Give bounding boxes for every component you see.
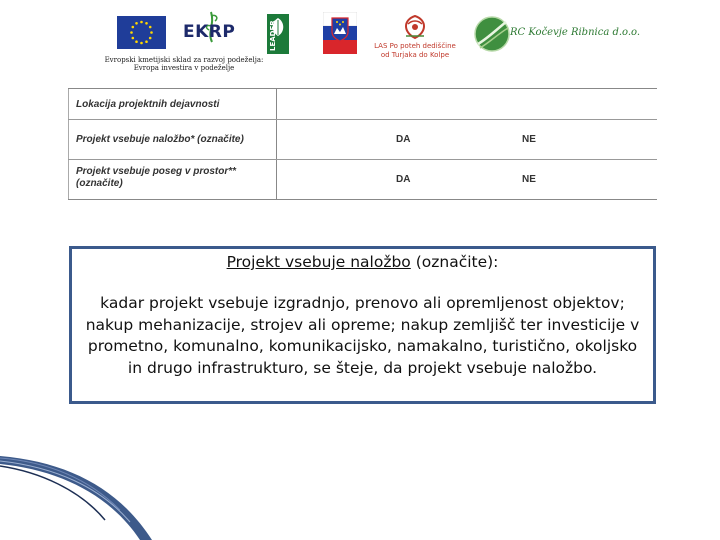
investment-definition-callout — [69, 246, 656, 404]
spatial-intervention-label-line1: Projekt vsebuje poseg v prostor** — [76, 166, 237, 177]
leader-logo — [267, 14, 289, 54]
las-wordmark: LAS Po poteh dediščine od Turjaka do Kolpe — [374, 42, 456, 59]
investment-option-no[interactable]: NE — [522, 134, 536, 145]
callout-title-underlined: Projekt vsebuje naložbo — [226, 253, 411, 271]
rc-wordmark: RC Kočevje Ribnica d.o.o. — [510, 27, 641, 38]
project-form-table — [68, 88, 657, 200]
funding-caption-line1: Evropski kmetijski sklad za razvoj podeželja: — [104, 56, 264, 64]
investment-label: Projekt vsebuje naložbo* (označite) — [76, 134, 244, 145]
las-logo — [370, 10, 460, 60]
decorative-swoosh — [0, 440, 720, 540]
callout-title — [72, 253, 653, 271]
location-label: Lokacija projektnih dejavnosti — [76, 99, 220, 110]
table-row-divider — [68, 159, 657, 160]
investment-option-yes[interactable]: DA — [396, 134, 411, 145]
eu-flag-icon — [117, 16, 166, 49]
spatial-intervention-option-yes[interactable]: DA — [396, 174, 411, 185]
spatial-intervention-label — [76, 166, 236, 190]
callout-body: kadar projekt vsebuje izgradnjo, prenovo ali opremljenost objektov; nakup mehanizacije, strojev ali opreme; nakup zemljišč ter investicije v prometno, komunalno, komunikacijsko, namakalno, turistično, okoljsko in drugo infrastrukturo, se šteje, da projekt vsebuje naložbo. — [85, 294, 640, 377]
funding-caption — [104, 56, 264, 72]
ekrp-logo — [183, 8, 243, 52]
slovenia-flag-icon — [323, 12, 357, 54]
las-emblem-icon — [370, 10, 460, 42]
funding-caption-line2: Evropa investira v podeželje — [133, 64, 235, 72]
table-row-divider — [68, 119, 657, 120]
spatial-intervention-label-line2: (označite) — [76, 178, 123, 189]
ekrp-wordmark: EKRP — [183, 22, 236, 42]
table-left-border — [68, 89, 69, 199]
slovenia-flag-logo — [323, 12, 357, 54]
table-column-separator — [276, 89, 277, 199]
eu-flag-logo — [117, 16, 166, 49]
spatial-intervention-option-no[interactable]: NE — [522, 174, 536, 185]
rc-kocevje-ribnica-logo — [474, 14, 641, 54]
rc-globe-icon — [474, 14, 510, 54]
callout-title-rest: (označite): — [410, 253, 499, 271]
leader-wordmark: LEADER — [269, 20, 277, 51]
